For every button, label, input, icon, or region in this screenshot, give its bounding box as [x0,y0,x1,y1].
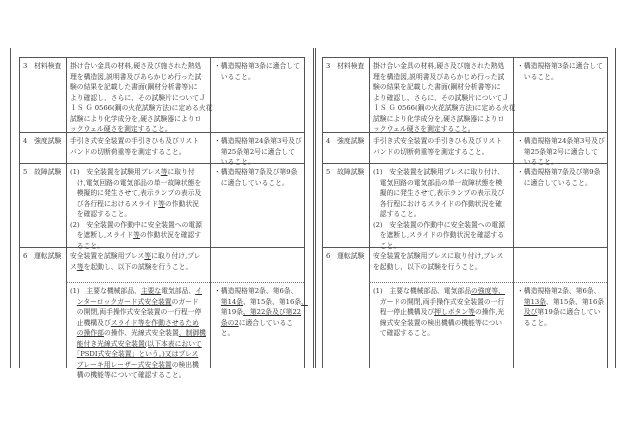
text-segment: び各行程におけるスライド [70,199,159,208]
right-page-frame-line [615,48,616,368]
text-segment: 程一停止機構及び [373,308,435,316]
text-segment: 各行程におけるスライドの作動状況を確 [373,199,502,208]
underlined-amendment: 、第22条及び第22 [243,308,302,316]
text-segment: 認すること。 [373,210,421,218]
right-table-column-line [369,57,370,368]
text-line [214,178,297,189]
text-segment: 、第15条、第16条 [546,297,605,306]
text-line [517,147,605,158]
text-line [70,286,206,297]
text-line [70,93,212,104]
text-line [373,61,515,72]
underlined-amendment: 、 [301,297,308,306]
text-segment: の作動状況を確認す [139,231,202,239]
underlined-amendment: 押しボタン等 [434,308,475,316]
text-line [373,147,502,158]
text-segment: 掛け合い金具の材料,硬さ及び施された熱処 [373,62,505,70]
text-segment: 擬的に発生させて,表示ランプの表示及び [373,189,505,197]
right-criteria [517,136,605,168]
text-line [214,167,297,178]
text-segment: 験の結果を記載した書面(鋼材分析書等)に [373,83,501,91]
text-line [373,178,505,189]
text-line [70,251,201,262]
text-line [214,297,308,308]
text-segment: に適合しているこ [238,318,294,327]
text-segment: (2) 安全装置の作動中に安全装置への電源 [70,220,202,229]
text-segment: ・構造規格第24条第3号及び [517,137,605,145]
text-line [517,136,605,147]
text-segment: ・構造規格第7条及び第9条 [517,168,601,176]
left-page-frame-line [313,48,314,368]
left-test-method [70,136,199,157]
text-line [214,318,308,329]
text-line [373,220,505,231]
text-line [373,209,505,220]
text-line [517,307,604,318]
text-line [373,188,505,199]
underlined-amendment: の強度等、 [471,287,505,295]
text-line [373,251,503,262]
text-line [70,188,202,199]
text-line [373,318,505,329]
text-segment [70,340,77,348]
text-segment: ・構造規格第3条に適合して [517,62,603,70]
text-line [373,241,505,252]
text-line [70,103,212,114]
underlined-amendment: 等 [76,262,84,271]
text-segment: の操作、光線式安全装置 [103,329,179,337]
underlined-amendment: 等 [158,199,165,208]
right-table-dotted-divider [369,282,607,283]
text-line [373,307,505,318]
text-line [70,178,202,189]
underlined-amendment: 等 [144,252,152,260]
text-segment: を起動し、以下の試験を行うこと。 [83,262,193,271]
text-segment: バンドの切断荷重等を測定すること。 [70,147,186,156]
text-segment: こと。 [373,241,401,250]
text-segment [70,329,77,337]
underlined-amendment: スライド等を作動させるため [110,318,199,327]
text-segment: (1) 安全装置を試験用プレス [70,168,161,176]
text-line [517,61,603,72]
text-segment: に適合していること。 [214,178,289,187]
text-segment: に取り付け,プレ [151,252,201,260]
text-line [70,262,201,273]
text-line [70,328,206,339]
text-line [517,72,603,83]
text-segment [70,298,77,306]
left-page-frame-line [10,48,11,368]
text-segment: け,電気回路の電気部品の単一故障状態を [70,178,202,187]
text-segment: ＩＳ Ｇ 0566(鋼の火花試験方法)に定める火花 [373,104,516,112]
text-segment: ・構造規格第3条に適合して [214,62,300,70]
text-line [214,136,302,147]
left-criteria [214,167,297,188]
left-test-method [70,251,201,272]
left-test-method [70,61,212,135]
text-segment: (1) 主要な機械部品、電気部品 [373,287,471,295]
text-segment: 模擬的に発生させて,表示ランプの表示及 [70,189,202,197]
text-segment: のガード [171,297,199,306]
text-line [70,124,212,135]
text-line [70,339,206,350]
underlined-amendment: 等 [160,168,168,176]
text-line [373,93,515,104]
left-table-column-line [66,57,67,368]
text-segment: 構の機能等について確認すること。 [70,371,186,379]
underlined-amendment: 及び [523,308,538,316]
right-criteria [517,167,600,188]
text-segment: の作動状況 [164,199,199,208]
right-test-method [373,167,505,251]
right-criteria [517,61,603,82]
text-line [517,297,604,308]
text-line [517,286,604,297]
text-line [70,318,206,329]
text-segment: いること。 [214,72,255,81]
text-segment [70,350,77,358]
text-line [373,72,515,83]
right-test-item: 3 材料検査 [326,62,365,70]
text-line [70,61,212,72]
left-criteria [214,286,308,339]
underlined-amendment: 第13条 [523,297,547,306]
text-segment [517,308,524,316]
text-line [214,147,302,158]
text-segment: バンドの切断荷重等を測定すること。 [373,147,489,156]
text-segment: て確認すること。 [373,329,435,337]
text-segment: 線式安全装置の検出機構の機能等につい [373,318,503,327]
underlined-amendment: 、制御機 [178,329,206,337]
text-line [214,328,308,339]
text-line [70,72,212,83]
underlined-amendment: ンターロックガード式安全装置 [76,297,172,306]
text-segment: (1) 主要な機械部品、 [70,287,141,295]
underlined-amendment: イ [195,287,202,295]
text-segment: 手引き式安全装置の手引きひも及びリスト [373,137,503,145]
underlined-amendment: 第14条 [220,297,244,306]
left-test-method [70,286,206,381]
text-line [214,157,302,168]
text-segment: 第19条に適合してい [537,308,601,316]
text-segment: の開閉,両手操作式安全装置の一行程一停 [70,308,202,316]
text-segment: 止機構及び [70,318,111,327]
right-test-method [373,286,505,339]
text-line [214,61,300,72]
text-line [70,349,206,360]
text-segment: 試験により化学成分を,硬さ試験器によりロ [373,114,505,123]
text-segment: いること。 [517,72,558,81]
text-segment: を遮断し,スライドの作動状況を確認する [373,231,505,239]
text-segment: いること。 [517,158,558,166]
text-line [373,262,503,273]
text-segment: に適合していること。 [517,178,592,187]
text-segment: ・構造規格第24条第3号及び [214,137,302,145]
text-segment: いること。 [214,158,255,166]
left-criteria [214,136,302,168]
right-table-column-line [607,57,608,368]
text-line [517,178,600,189]
text-line [373,82,515,93]
text-line [373,297,505,308]
text-segment: ・構造規格第7条及び第9条 [214,168,298,176]
underlined-amendment: 等 [133,231,140,239]
right-test-method [373,251,503,272]
text-segment: ・構造規格第2条、第6条、 [517,287,601,295]
text-line [70,147,199,158]
text-segment: ス [70,262,77,271]
underlined-amendment: 主要な [140,287,162,295]
text-line [70,370,206,381]
text-line [373,136,502,147]
right-page-frame-line [315,48,316,368]
text-segment: 掛け合い金具の材料,硬さ及び施された熱処 [70,62,202,70]
text-segment: を起動し、以下の試験を行うこと。 [373,262,482,271]
text-line [214,286,308,297]
text-line [70,241,202,252]
text-segment: を遮断し,スライド [70,231,134,239]
right-test-item: 4 強度試験 [326,137,365,145]
text-line [214,72,300,83]
text-segment: ・構造規格第2条、第6条、 [214,287,298,295]
text-segment [214,319,221,327]
right-test-method [373,61,515,135]
text-line [70,360,206,371]
text-segment: より確認し、さらに、その試験片についてＪ [70,93,206,102]
left-test-item: 3 材料検査 [23,62,62,70]
text-line [517,318,604,329]
text-segment: と。 [214,329,235,337]
underlined-amendment: 能付き光線式安全装置(以下本表において [76,339,202,348]
text-line [373,103,515,114]
text-segment: 第19条 [214,308,244,316]
text-segment [70,361,77,369]
text-segment [517,298,524,306]
right-test-method [373,136,502,157]
text-line [70,136,199,147]
text-segment: 、第15条、第16条 [243,297,302,306]
left-test-item: 6 運転試験 [23,252,62,260]
text-line [214,307,308,318]
right-test-item: 5 故障試験 [326,168,365,176]
text-segment: (1) 安全装置を試験用プレスに取り付け、 [373,168,505,176]
text-line [70,307,206,318]
text-segment: ックウェル硬さを測定すること。 [373,125,475,133]
text-line [70,209,202,220]
text-segment: 試験により化学成分を,硬さ試験器によりロ [70,114,202,123]
left-test-method [70,167,202,251]
text-line [517,167,600,178]
text-line [373,199,505,210]
text-segment: 第25条第2号に適合して [214,147,295,156]
left-table-dotted-divider [66,282,304,283]
text-line [70,114,212,125]
text-line [70,230,202,241]
text-segment: ックウェル硬さを測定すること。 [70,125,172,133]
text-line [70,167,202,178]
underlined-amendment: 条の2 [220,318,239,327]
text-segment: の検出機 [171,360,199,369]
underlined-amendment: の操作部 [76,329,104,337]
text-line [373,286,505,297]
left-table-column-line [19,57,20,368]
text-segment: ＩＳ Ｇ 0566(鋼の火花試験方法)に定める火花 [70,104,213,112]
text-line [70,297,206,308]
text-segment: 理を構造図,説明書及びあらかじめ行った試 [373,72,505,81]
text-segment: 安全装置を試験用プレス [70,252,145,260]
text-segment: 電気回路の電気部品の単一故障状態を模 [373,178,503,187]
text-segment: に取り付 [167,168,195,176]
text-segment: 第25条第2号に適合して [517,147,598,156]
right-table-column-line [322,57,323,368]
text-segment: 験の結果を記載した書面(鋼材分析書等)に [70,83,198,91]
underlined-amendment: ブレーキ用レーザー式安全装置 [76,360,172,369]
text-line [373,124,515,135]
left-test-item: 4 強度試験 [23,137,62,145]
text-line [373,328,505,339]
left-table-row-line [19,57,304,58]
text-segment: より確認し、さらに、その試験片についてＪ [373,93,509,102]
underlined-amendment: 「PSDI式安全装置」という。)又はプレス [76,350,199,358]
text-segment [214,298,221,306]
text-line [70,199,202,210]
text-segment: (2) 安全装置の作動中に安全装置への電源 [373,220,505,229]
text-line [517,157,605,168]
right-criteria [517,286,604,328]
text-line [373,114,515,125]
text-line [70,220,202,231]
text-segment: 電気部品、 [161,287,196,295]
text-segment: ること。 [70,241,104,250]
text-segment: を確認すること。 [70,210,132,218]
text-segment: 安全装置を試験用プレスに取り付け,プレス [373,252,504,260]
text-segment: ガードの開閉,両手操作式安全装置の一行 [373,297,505,306]
text-segment: 理を構造図,説明書及びあらかじめ行った試 [70,72,202,81]
text-line [373,167,505,178]
right-test-item: 6 運転試験 [326,252,365,260]
text-line [70,82,212,93]
text-segment: ること。 [517,318,551,327]
text-line [373,230,505,241]
text-segment: の操作,光 [474,308,505,316]
right-table-row-line [322,57,607,58]
text-segment: 手引き式安全装置の手引きひも及びリスト [70,137,200,145]
left-test-item: 5 故障試験 [23,168,62,176]
left-criteria [214,61,300,82]
